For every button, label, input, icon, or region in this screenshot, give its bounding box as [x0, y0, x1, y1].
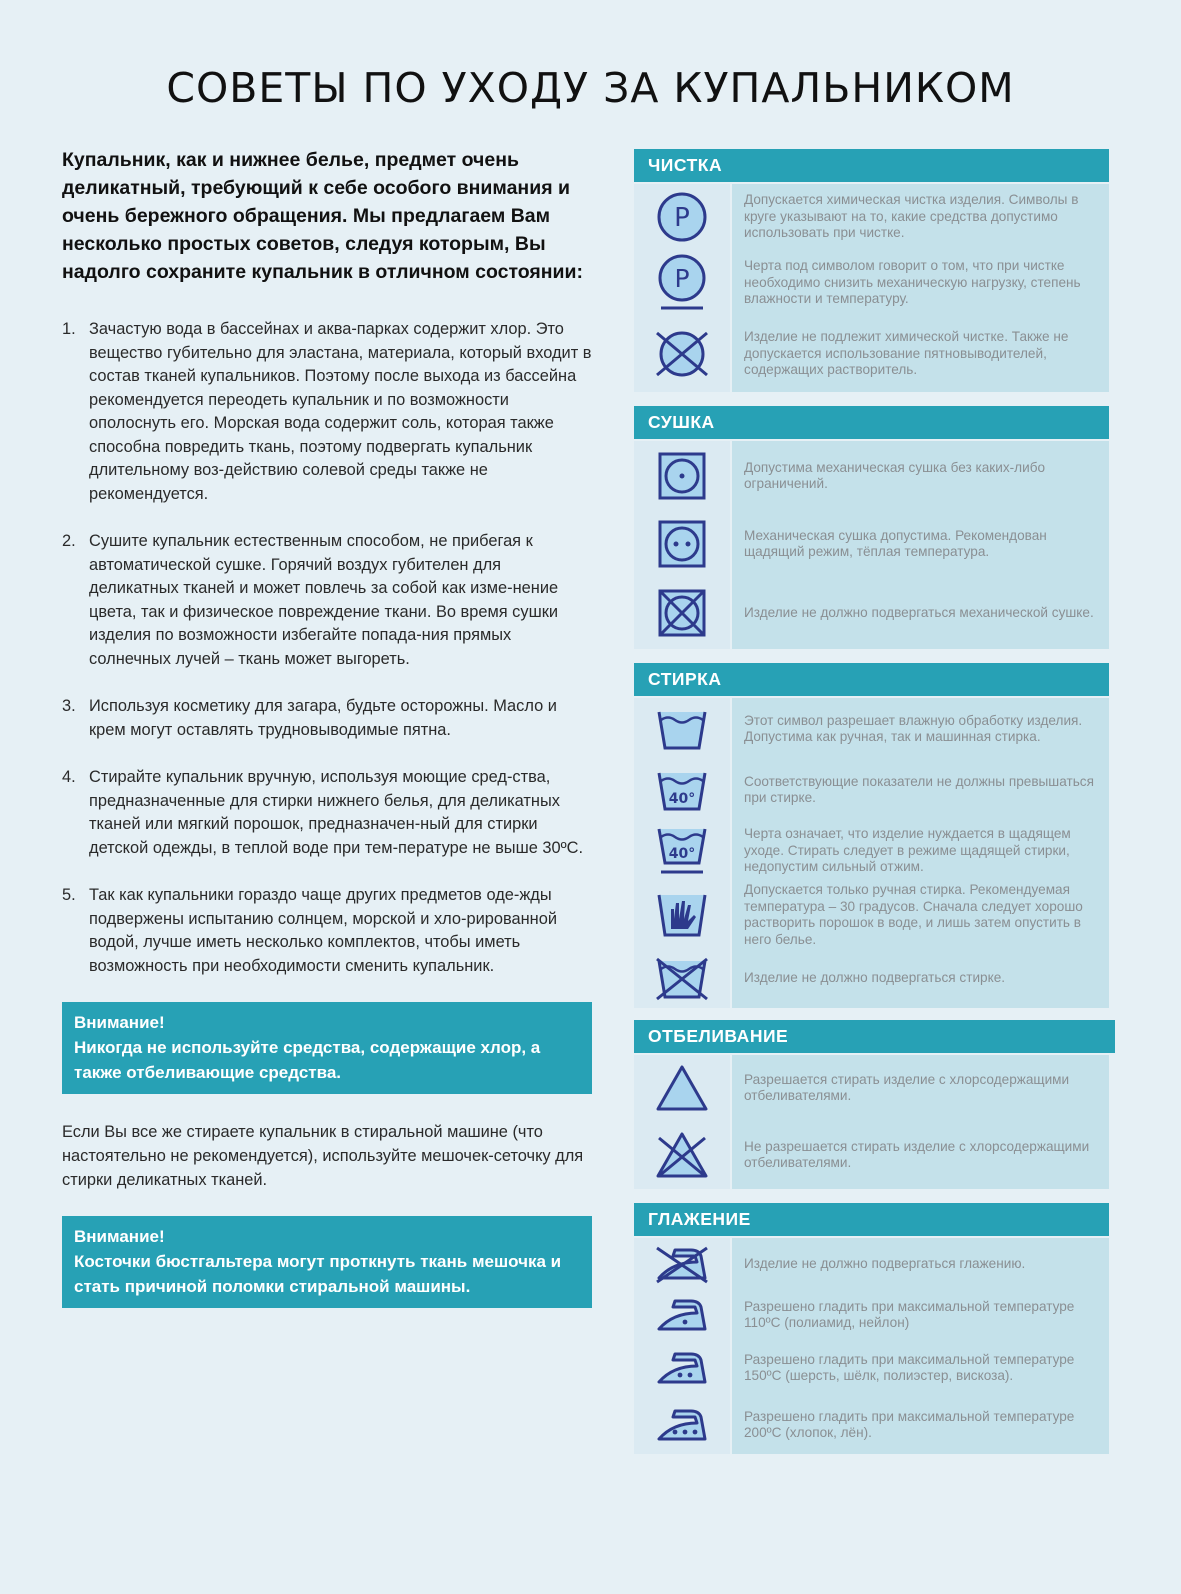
section-body	[634, 698, 1109, 1008]
item-text: Механическая сушка допустима. Рекомендован щадящий режим, тёплая температура.	[732, 511, 1109, 577]
list-item	[634, 577, 1109, 649]
item-text: Черта под символом говорит о том, что при чистке необходимо снизить механическую нагрузку, степень влажности и температуру.	[732, 250, 1109, 316]
list-number: 5.	[62, 886, 76, 904]
item-text: Не разрешается стирать изделие с хлорсодержащими отбеливателями.	[732, 1121, 1109, 1189]
item-text: Черта означает, что изделие нуждается в щадящем уходе. Стирать следует в режиме щадящей стирки, недопустим сильный отжим.	[732, 820, 1109, 882]
left-column	[62, 146, 592, 1308]
svg-text:40°: 40°	[668, 791, 696, 807]
svg-text:P: P	[674, 203, 690, 233]
list-item	[62, 318, 592, 506]
no-dry-clean-icon	[634, 316, 730, 392]
section-washing	[634, 663, 1109, 1008]
list-number: 4.	[62, 768, 76, 786]
list-item	[634, 1055, 1109, 1121]
no-bleach-icon	[634, 1121, 730, 1189]
list-item	[634, 511, 1109, 577]
list-text: Сушите купальник естественным способом, не прибегая к автоматической сушке. Горячий воздух губителен для деликатных тканей и может повлечь за собой как изме-нение цвета, так и физическое повреждение ткани. Во время сушки изделия по возможности избегайте попада-ния прямых солнечных лучей – ткань может выгореть.	[89, 532, 559, 668]
no-tumble-dry-icon	[634, 577, 730, 649]
item-text: Изделие не должно подвергаться стирке.	[732, 948, 1109, 1008]
list-item	[634, 1340, 1109, 1396]
section-body	[634, 1055, 1109, 1189]
warning-box	[62, 1002, 592, 1094]
iron-low-icon	[634, 1290, 730, 1340]
list-item	[62, 884, 592, 978]
list-item	[634, 820, 1109, 882]
list-item	[62, 530, 592, 671]
section-ironing	[634, 1203, 1109, 1454]
section-title: СТИРКА	[634, 663, 1109, 696]
wash-40-gentle-icon	[634, 820, 730, 882]
dry-clean-p-underline-icon	[634, 250, 730, 316]
list-number: 3.	[62, 697, 76, 715]
section-body	[634, 1238, 1109, 1454]
no-iron-icon	[634, 1238, 730, 1290]
section-cleaning	[634, 149, 1109, 392]
wash-icon	[634, 698, 730, 760]
bleach-icon	[634, 1055, 730, 1121]
list-item	[634, 698, 1109, 760]
page-title: СОВЕТЫ ПО УХОДУ ЗА КУПАЛЬНИКОМ	[166, 64, 1015, 112]
list-item	[62, 695, 592, 742]
list-item	[634, 1121, 1109, 1189]
list-item	[62, 766, 592, 860]
list-item	[634, 184, 1109, 250]
list-number: 1.	[62, 320, 76, 338]
list-item	[634, 250, 1109, 316]
iron-medium-icon	[634, 1340, 730, 1396]
list-item	[634, 1238, 1109, 1290]
note-text: Если Вы все же стираете купальник в стиральной машине (что настоятельно не рекомендуется), используйте мешочек-сеточку для стирки деликатных тканей.	[62, 1123, 584, 1189]
care-symbols-panel	[634, 149, 1109, 1468]
item-text: Разрешено гладить при максимальной температуре 200ºС (хлопок, лён).	[732, 1396, 1109, 1454]
svg-text:40°: 40°	[668, 846, 696, 862]
tumble-dry-medium-icon	[634, 511, 730, 577]
item-text: Изделие не подлежит химической чистке. Также не допускается использование пятновыводителей, содержащих растворитель.	[732, 316, 1109, 392]
item-text: Разрешено гладить при максимальной температуре 110ºС (полиамид, нейлон)	[732, 1290, 1109, 1340]
list-number: 2.	[62, 532, 76, 550]
item-text: Этот символ разрешает влажную обработку изделия. Допустима как ручная, так и машинная стирка.	[732, 698, 1109, 760]
list-text: Так как купальники гораздо чаще других предметов оде-жды подвержены испытанию солнцем, морской и хло-рированной водой, лучше иметь несколько комплектов, чтобы иметь возможность при необходимости сменить купальник.	[89, 886, 557, 975]
section-title: ЧИСТКА	[634, 149, 1109, 182]
section-drying	[634, 406, 1109, 649]
list-item	[634, 882, 1109, 948]
list-item	[634, 441, 1109, 511]
hand-wash-icon	[634, 882, 730, 948]
section-title: ГЛАЖЕНИЕ	[634, 1203, 1109, 1236]
list-item	[634, 760, 1109, 820]
list-text: Стирайте купальник вручную, используя моющие сред-ства, предназначенные для стирки нижнего белья, для деликатных тканей или мягкий порошок, предназначен-ный для стирки детской одежды, в теплой воде при тем-пературе не выше 30ºС.	[89, 768, 584, 857]
no-wash-icon	[634, 948, 730, 1008]
tips-list	[62, 318, 592, 978]
list-item	[634, 948, 1109, 1008]
list-item	[634, 316, 1109, 392]
item-text: Соответствующие показатели не должны превышаться при стирке.	[732, 760, 1109, 820]
section-body	[634, 441, 1109, 649]
item-text: Изделие не должно подвергаться глажению.	[732, 1238, 1109, 1290]
tumble-dry-icon	[634, 441, 730, 511]
list-text: Используя косметику для загара, будьте осторожны. Масло и крем могут оставлять трудновыводимые пятна.	[89, 697, 557, 739]
section-title: ОТБЕЛИВАНИЕ	[634, 1020, 1115, 1053]
svg-text:P: P	[674, 264, 690, 293]
warning-title: Внимание!	[74, 1013, 165, 1032]
dry-clean-p-icon	[634, 184, 730, 250]
item-text: Допускается только ручная стирка. Рекомендуемая температура – 30 градусов. Сначала следует хорошо растворить порошок в воде, и лишь затем опустить в него белье.	[732, 882, 1109, 948]
section-body	[634, 184, 1109, 392]
section-title: СУШКА	[634, 406, 1109, 439]
warning-box	[62, 1216, 592, 1308]
intro-text: Купальник, как и нижнее белье, предмет очень деликатный, требующий к себе особого внимания и очень бережного обращения. Мы предлагаем Вам несколько простых советов, следуя которым, Вы надолго сохраните купальник в отличном состоянии:	[62, 149, 584, 283]
warning-text: Косточки бюстгальтера могут проткнуть ткань мешочка и стать причиной поломки стиральной машины.	[74, 1252, 562, 1296]
warning-text: Никогда не используйте средства, содержащие хлор, а также отбеливающие средства.	[74, 1038, 541, 1082]
list-text: Зачастую вода в бассейнах и аква-парках содержит хлор. Это вещество губительно для эластана, материала, который входит в состав тканей купальников. Поэтому после выхода из бассейна рекомендуется переодеть купальник и по возможности ополоснуть его. Морская вода содержит соль, которая также способна повредить ткань, поэтому подвергать купальник длительному воз-действию солевой среды также не рекомендуется.	[89, 320, 592, 503]
list-item	[634, 1290, 1109, 1340]
item-text: Изделие не должно подвергаться механической сушке.	[732, 577, 1109, 649]
wash-40-icon	[634, 760, 730, 820]
item-text: Разрешено гладить при максимальной температуре 150ºС (шерсть, шёлк, полиэстер, вискоза).	[732, 1340, 1109, 1396]
item-text: Разрешается стирать изделие с хлорсодержащими отбеливателями.	[732, 1055, 1109, 1121]
item-text: Допускается химическая чистка изделия. Символы в круге указывают на то, какие средства допустимо использовать при чистке.	[732, 184, 1109, 250]
iron-high-icon	[634, 1396, 730, 1454]
section-bleaching	[634, 1020, 1109, 1189]
list-item	[634, 1396, 1109, 1454]
item-text: Допустима механическая сушка без каких-либо ограничений.	[732, 441, 1109, 511]
warning-title: Внимание!	[74, 1227, 165, 1246]
